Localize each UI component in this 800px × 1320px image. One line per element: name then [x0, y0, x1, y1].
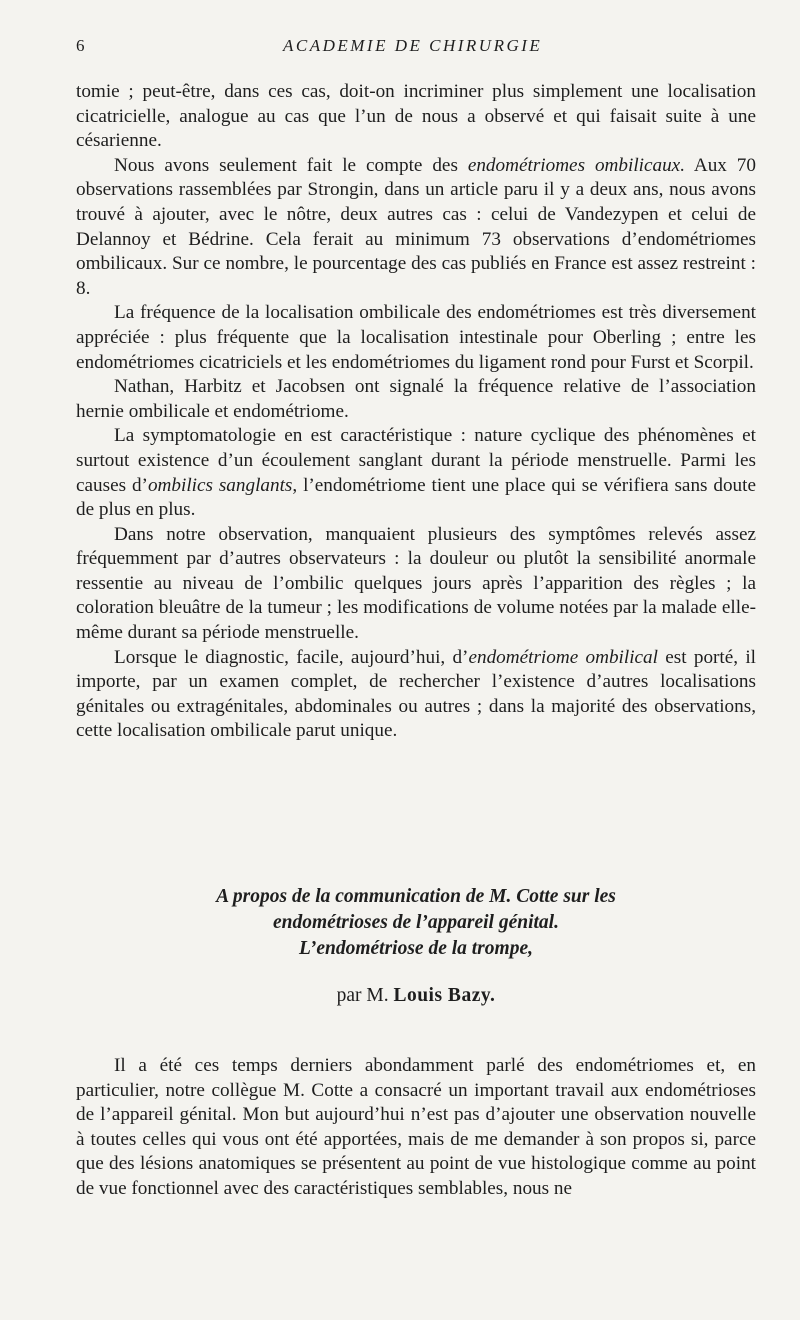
body-paragraph: [76, 523, 756, 646]
paragraph-text: Nathan, Harbitz et Jacobsen ont signalé la fréquence relative de l’association hernie ombilicale et endométriome.: [76, 376, 756, 422]
paragraph-text: Nous avons seulement fait le compte des: [114, 154, 468, 176]
article-body: [76, 80, 756, 744]
page-header: [76, 36, 756, 62]
italic-text: ombilics sanglants: [147, 474, 293, 496]
byline: [76, 985, 756, 1007]
section-heading-line: endométrioses de l’appareil génital.: [273, 912, 559, 933]
italic-text: endométriome ombilical: [468, 646, 658, 668]
body-paragraph: [76, 646, 756, 744]
section-heading-line: A propos de la communication de M. Cotte sur les: [216, 886, 616, 907]
paragraph-text: Aux 70 observations rassemblées par Strongin, dans un article paru il y a deux ans, nous avons trouvé à ajouter, avec le nôtre, deux autres cas : celui de Vandezypen et celui de Delannoy et Bédrine. Cela ferait au minimum 73 observations d’endométriomes ombilicaux. Sur ce nombre, le pourcentage des cas publiés en France est assez restreint : 8.: [76, 154, 756, 299]
paragraph-text: Dans notre observation, manquaient plusieurs des symptômes relevés assez fréquemment par d’autres observateurs : la douleur ou plutôt la sensibilité anormale ressentie au niveau de l’ombilic quelques jours après l’apparition des règles ; la coloration bleuâtre de la tumeur ; les modifications de volume notées par la malade elle-même durant sa période menstruelle.: [76, 523, 756, 644]
paragraph-text: La symptomatologie en est caractéristique : nature cyclique des phénomènes et surtout existence d’un écoulement sanglant durant la période menstruelle. Parmi les causes d’: [76, 425, 756, 496]
running-title: ACADEMIE DE CHIRURGIE: [283, 36, 543, 55]
second-article-body: [76, 1054, 756, 1202]
body-paragraph: [76, 424, 756, 522]
section-heading: [76, 884, 756, 962]
body-paragraph: [76, 375, 756, 424]
italic-text: endométriomes ombilicaux.: [467, 154, 685, 176]
body-paragraph: Il a été ces temps derniers abondamment parlé des endométriomes et, en particulier, notre collègue M. Cotte a consacré un important travail aux endométrioses de l’appareil génital. Mon but aujourd’hui n’est pas d’ajouter une observation nouvelle à toutes celles qui vous ont été apportées, mais de me demander à son propos si, parce que des lésions anatomiques se présentent au point de vue histologique comme au point de vue fonctionnel avec des caractéristiques semblables, nous ne: [76, 1055, 756, 1199]
paragraph-text: Lorsque le diagnostic, facile, aujourd’hui, d’: [114, 646, 469, 668]
body-paragraph: [76, 154, 756, 302]
paragraph-text: tomie ; peut-être, dans ces cas, doit-on incriminer plus simplement une localisation cicatricielle, analogue au cas que l’un de nous a observé et qui faisait suite à une césarienne.: [76, 81, 756, 152]
body-paragraph: [76, 301, 756, 375]
byline-prefix: par M.: [336, 985, 389, 1006]
paragraph-text: , l’endométriome tient une place qui se vérifiera sans doute de plus en plus.: [76, 474, 757, 521]
paragraph-text: La fréquence de la localisation ombilicale des endométriomes est très diversement appréciée : plus fréquente que la localisation intestinale pour Oberling ; entre les endométriomes cicatriciels et les endométriomes du ligament rond pour Furst et Scorpil.: [76, 302, 756, 373]
paragraph-text: est porté, il importe, par un examen complet, de rechercher l’existence d’autres localisations génitales ou extragénitales, abdominales ou autres ; dans la majorité des observations, cette localisation ombilicale parut unique.: [76, 646, 756, 742]
page-number: 6: [76, 36, 85, 55]
section-heading-line: L’endométriose de la trompe,: [299, 938, 533, 959]
author-name: Louis Bazy.: [393, 985, 496, 1006]
body-paragraph: [76, 80, 756, 154]
